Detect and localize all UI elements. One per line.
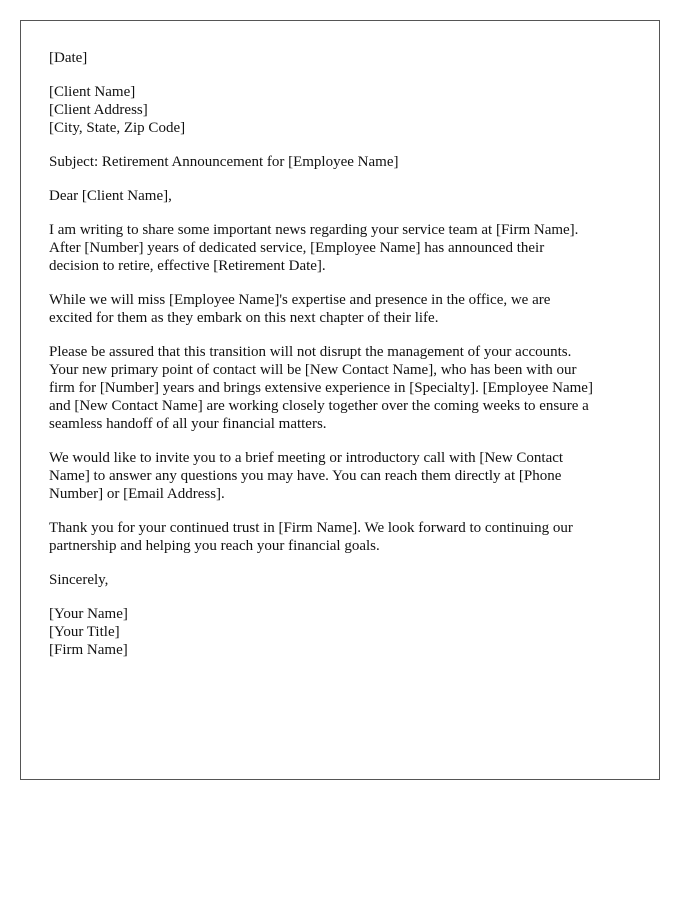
letter-body: [49, 49, 635, 675]
signature-title: [Your Title]: [49, 624, 120, 640]
paragraph-line: Thank you for your continued trust in [Firm Name]. We look forward to continuing our: [49, 520, 573, 536]
subject-line: [49, 153, 635, 171]
paragraph-3: [49, 343, 635, 433]
recipient-name: [Client Name]: [49, 84, 136, 100]
signature-block: [49, 605, 635, 659]
paragraph-line: and [New Contact Name] are working closely together over the coming weeks to ensure a: [49, 398, 589, 414]
paragraph-line: After [Number] years of dedicated service, [Employee Name] has announced their: [49, 240, 545, 256]
signature-firm: [Firm Name]: [49, 642, 128, 658]
paragraph-line: seamless handoff of all your financial matters.: [49, 416, 327, 432]
paragraph-line: decision to retire, effective [Retirement Date].: [49, 258, 326, 274]
paragraph-line: We would like to invite you to a brief meeting or introductory call with [New Contact: [49, 450, 564, 466]
closing: [49, 571, 635, 589]
recipient-block: [49, 83, 635, 137]
recipient-address: [Client Address]: [49, 102, 148, 118]
letter-page: [20, 20, 660, 780]
paragraph-line: Please be assured that this transition will not disrupt the management of your accounts.: [49, 344, 572, 360]
paragraph-line: Your new primary point of contact will be [New Contact Name], who has been with our: [49, 362, 577, 378]
salutation-text: Dear [Client Name],: [49, 188, 172, 204]
paragraph-line: excited for them as they embark on this next chapter of their life.: [49, 310, 439, 326]
paragraph-line: I am writing to share some important news regarding your service team at [Firm Name].: [49, 222, 579, 238]
paragraph-line: While we will miss [Employee Name]'s expertise and presence in the office, we are: [49, 292, 551, 308]
date-block: [49, 49, 635, 67]
paragraph-5: [49, 519, 635, 555]
letter-date: [Date]: [49, 50, 88, 66]
paragraph-line: firm for [Number] years and brings extensive experience in [Specialty]. [Employee Name]: [49, 380, 593, 396]
paragraph-line: Number] or [Email Address].: [49, 486, 225, 502]
signature-name: [Your Name]: [49, 606, 128, 622]
closing-text: Sincerely,: [49, 572, 109, 588]
paragraph-4: [49, 449, 635, 503]
paragraph-1: [49, 221, 635, 275]
paragraph-line: partnership and helping you reach your financial goals.: [49, 538, 380, 554]
paragraph-2: [49, 291, 635, 327]
salutation: [49, 187, 635, 205]
recipient-city-state-zip: [City, State, Zip Code]: [49, 120, 186, 136]
paragraph-line: Name] to answer any questions you may have. You can reach them directly at [Phone: [49, 468, 562, 484]
subject-text: Subject: Retirement Announcement for [Employee Name]: [49, 154, 399, 170]
